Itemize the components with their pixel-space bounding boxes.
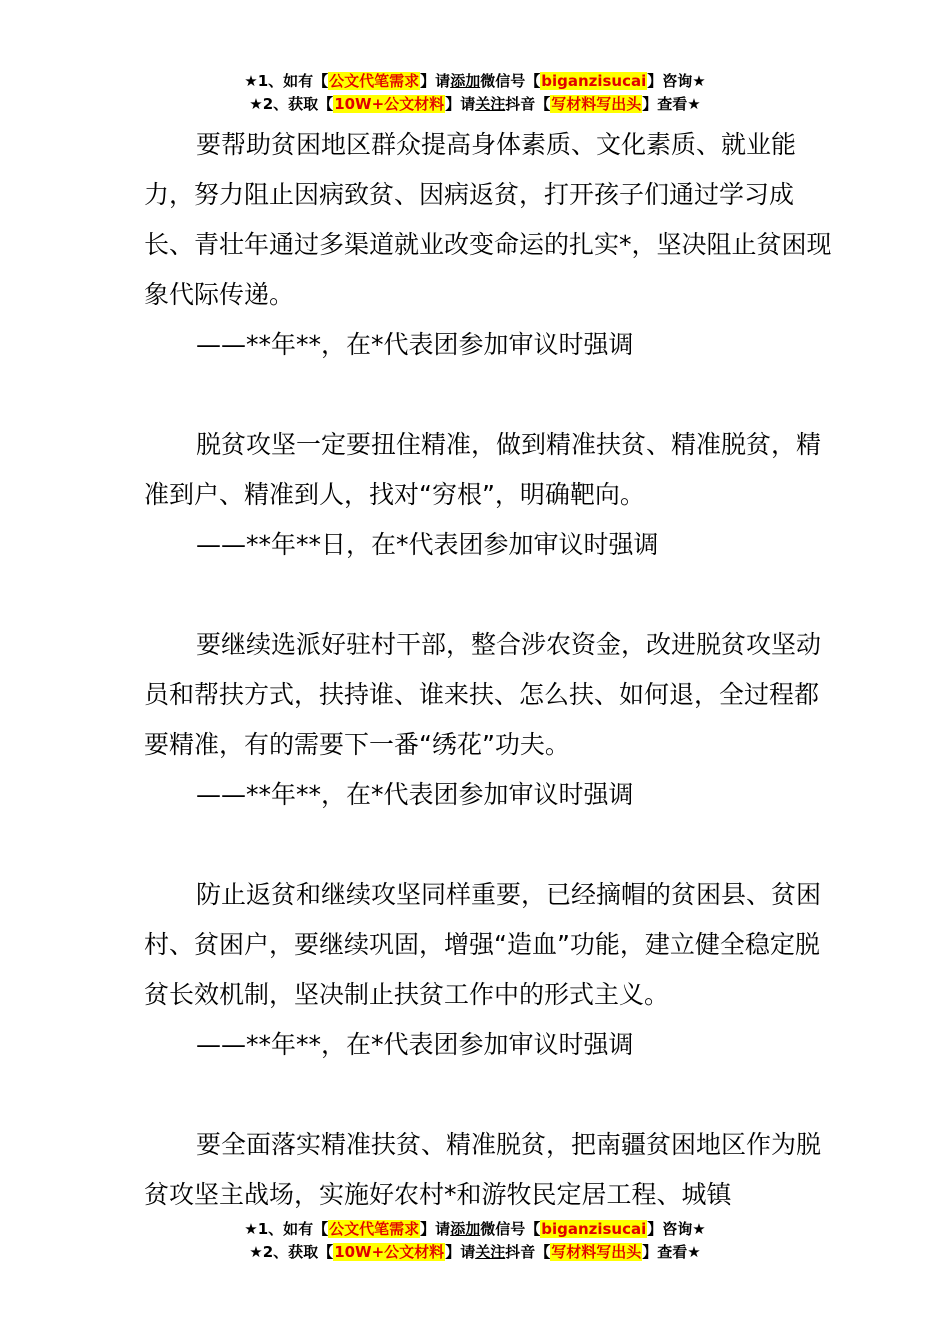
quote-paragraph: 脱贫攻坚一定要扭住精准，做到精准扶贫、精准脱贫，精准到户、精准到人，找对“穷根”，明确靶向。: [144, 430, 822, 509]
document-body: [144, 120, 834, 1220]
highlight-service: 公文代笔需求: [329, 72, 420, 90]
paragraph-gap: [144, 820, 834, 870]
highlight-materials: 10W+公文材料: [334, 1243, 445, 1261]
quote-source: ——**年**，在*代表团参加审议时强调: [196, 1030, 634, 1059]
top-banner-line-2: ★2、获取【10W+公文材料】请关注抖音【写材料写出头】查看★: [249, 95, 701, 113]
quote-paragraph: 要帮助贫困地区群众提高身体素质、文化素质、就业能力，努力阻止因病致贫、因病返贫，打开孩子们通过学习成长、青壮年通过多渠道就业改变命运的扎实*，坚决阻止贫困现象代际传递。: [144, 130, 832, 309]
quote-source: ——**年**，在*代表团参加审议时强调: [196, 780, 634, 809]
paragraph-gap: [144, 370, 834, 420]
top-banner-line-1: ★1、如有【公文代笔需求】请添加微信号【biganzisucai】咨询★: [244, 72, 706, 90]
quote-paragraph: 防止返贫和继续攻坚同样重要，已经摘帽的贫困县、贫困村、贫困户，要继续巩固，增强“造血”功能，建立健全稳定脱贫长效机制，坚决制止扶贫工作中的形式主义。: [144, 880, 822, 1009]
highlight-materials: 10W+公文材料: [334, 95, 445, 113]
bottom-banner-line-1: ★1、如有【公文代笔需求】请添加微信号【biganzisucai】咨询★: [244, 1220, 706, 1238]
paragraph-gap: [144, 570, 834, 620]
bottom-banner: [0, 1218, 950, 1264]
paragraph-gap: [144, 1070, 834, 1120]
highlight-wechat-id: biganzisucai: [541, 1220, 647, 1238]
quote-paragraph: 要继续选派好驻村干部，整合涉农资金，改进脱贫攻坚动员和帮扶方式，扶持谁、谁来扶、怎么扶、如何退，全过程都要精准，有的需要下一番“绣花”功夫。: [144, 630, 822, 759]
highlight-wechat-id: biganzisucai: [541, 72, 647, 90]
quote-source: ——**年**，在*代表团参加审议时强调: [196, 330, 634, 359]
highlight-douyin: 写材料写出头: [551, 95, 642, 113]
bottom-banner-line-2: ★2、获取【10W+公文材料】请关注抖音【写材料写出头】查看★: [249, 1243, 701, 1261]
highlight-service: 公文代笔需求: [329, 1220, 420, 1238]
highlight-douyin: 写材料写出头: [551, 1243, 642, 1261]
top-banner: [0, 70, 950, 116]
quote-paragraph: 要全面落实精准扶贫、精准脱贫，把南疆贫困地区作为脱贫攻坚主战场，实施好农村*和游牧民定居工程、城镇: [144, 1130, 822, 1209]
quote-source: ——**年**日，在*代表团参加审议时强调: [196, 530, 659, 559]
